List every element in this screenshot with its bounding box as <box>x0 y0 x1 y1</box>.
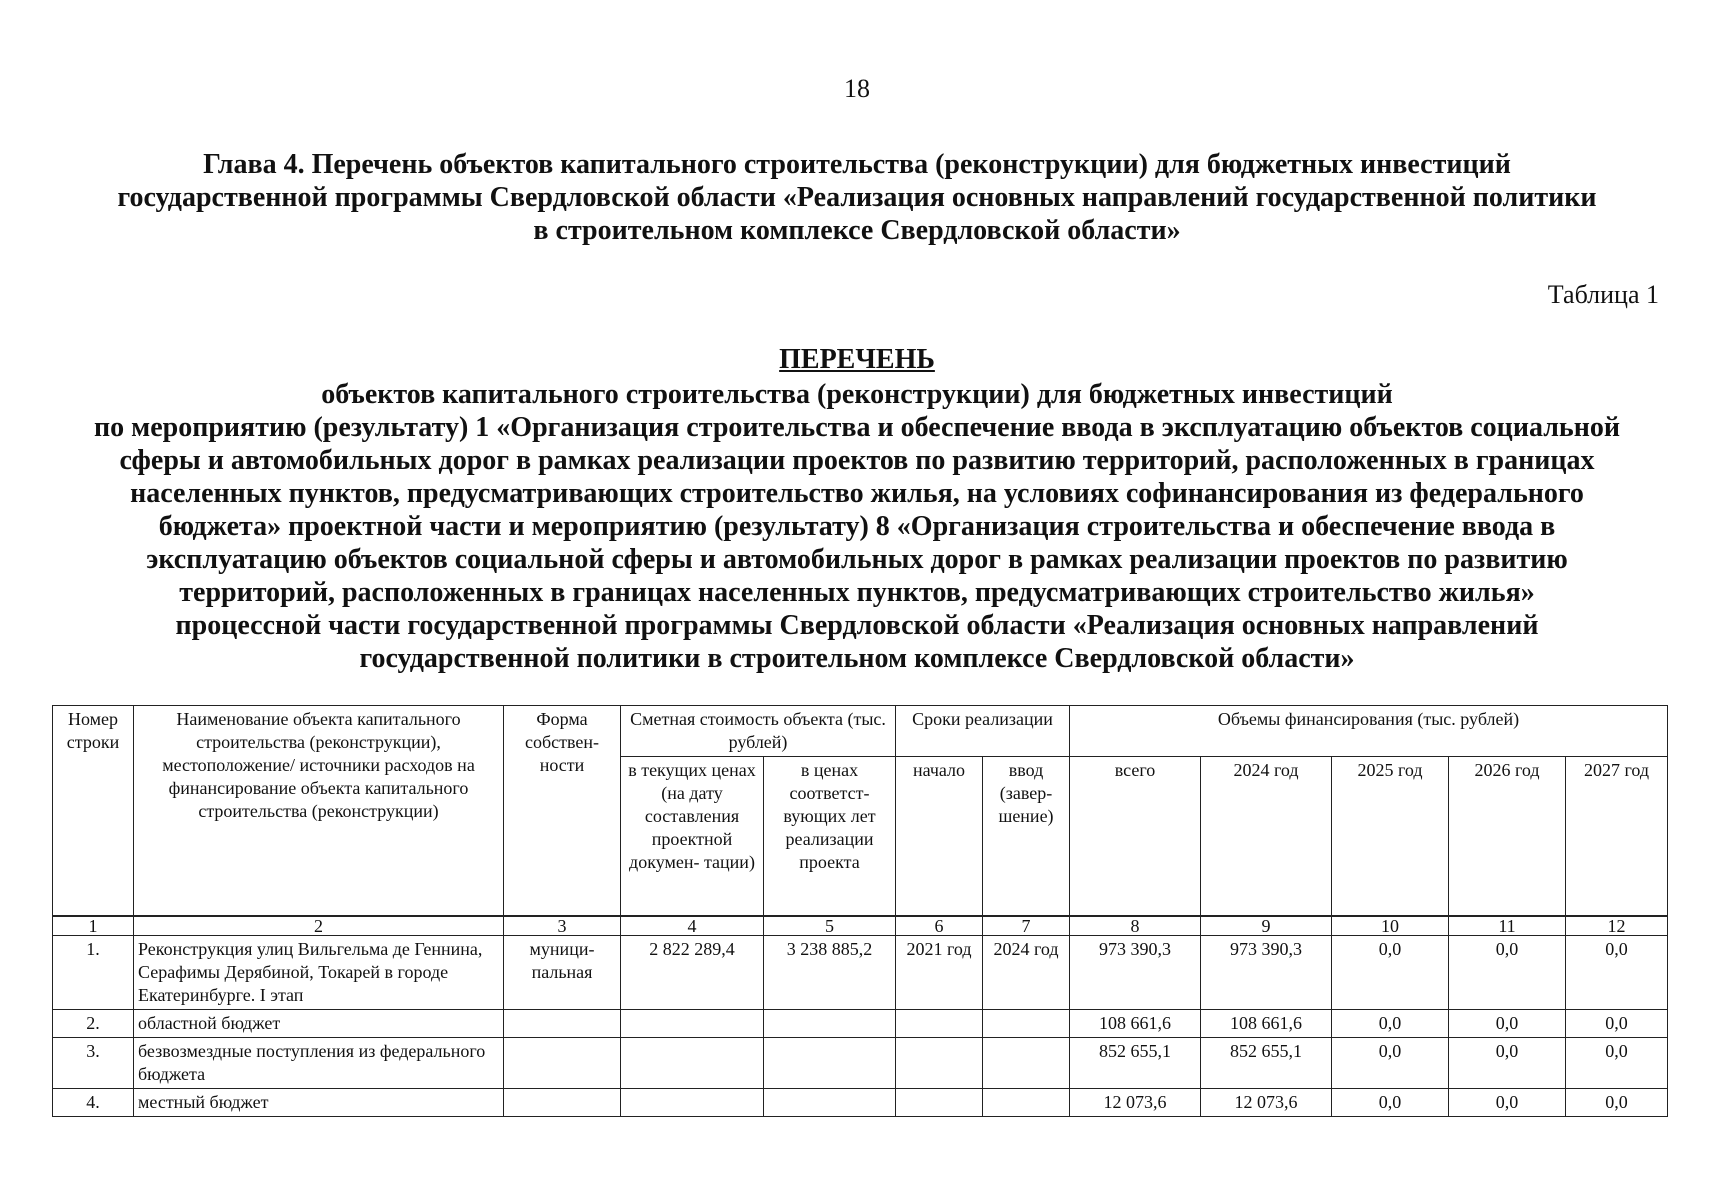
header-2025: 2025 год <box>1332 757 1449 917</box>
cell-2026: 0,0 <box>1449 1038 1566 1089</box>
header-cost-current: в текущих ценах (на дату составления проектной докумен- тации) <box>621 757 764 917</box>
list-subtitle-line: территорий, расположенных в границах населенных пунктов, предусматривающих строительство жилья» <box>179 577 1535 608</box>
cell-total: 973 390,3 <box>1070 936 1201 1010</box>
cell-2026: 0,0 <box>1449 1010 1566 1038</box>
cell-2025: 0,0 <box>1332 1089 1449 1117</box>
header-cost-years: в ценах соответст- вующих лет реализации проекта <box>764 757 896 917</box>
table-row <box>53 1089 1668 1117</box>
cell-ownership <box>504 1038 621 1089</box>
header-estimated-cost: Сметная стоимость объекта (тыс. рублей) <box>621 706 896 757</box>
cell-row-number: 1. <box>53 936 134 1010</box>
header-ownership: Форма собствен- ности <box>504 706 621 917</box>
cell-cost-years <box>764 1010 896 1038</box>
column-number: 9 <box>1201 916 1332 936</box>
cell-cost-current <box>621 1089 764 1117</box>
header-row-number: Номер строки <box>53 706 134 917</box>
table-label: Таблица 1 <box>1547 280 1659 309</box>
cell-cost-current <box>621 1038 764 1089</box>
cell-name: областной бюджет <box>134 1010 504 1038</box>
column-number: 8 <box>1070 916 1201 936</box>
cell-name: местный бюджет <box>134 1089 504 1117</box>
list-subtitle <box>60 378 1654 675</box>
cell-2024: 108 661,6 <box>1201 1010 1332 1038</box>
cell-total: 12 073,6 <box>1070 1089 1201 1117</box>
cell-2025: 0,0 <box>1332 1038 1449 1089</box>
chapter-heading-line: Глава 4. Перечень объектов капитального строительства (реконструкции) для бюджетных инвестиций <box>203 149 1511 180</box>
cell-cost-years <box>764 1089 896 1117</box>
column-number: 1 <box>53 916 134 936</box>
cell-2025: 0,0 <box>1332 936 1449 1010</box>
column-number: 3 <box>504 916 621 936</box>
cell-finish: 2024 год <box>983 936 1070 1010</box>
header-2027: 2027 год <box>1566 757 1668 917</box>
cell-start <box>896 1089 983 1117</box>
header-terms: Сроки реализации <box>896 706 1070 757</box>
column-number: 4 <box>621 916 764 936</box>
cell-ownership <box>504 1010 621 1038</box>
cell-total: 108 661,6 <box>1070 1010 1201 1038</box>
cell-finish <box>983 1089 1070 1117</box>
chapter-heading <box>60 148 1654 247</box>
table-body <box>52 915 1668 1117</box>
column-number: 5 <box>764 916 896 936</box>
cell-ownership: муници- пальная <box>504 936 621 1010</box>
column-number: 11 <box>1449 916 1566 936</box>
cell-row-number: 3. <box>53 1038 134 1089</box>
cell-ownership <box>504 1089 621 1117</box>
cell-start: 2021 год <box>896 936 983 1010</box>
table-row <box>53 1010 1668 1038</box>
list-subtitle-line: процессной части государственной программы Свердловской области «Реализация основных направлений <box>175 610 1539 641</box>
header-2024: 2024 год <box>1201 757 1332 917</box>
cell-2026: 0,0 <box>1449 1089 1566 1117</box>
cell-total: 852 655,1 <box>1070 1038 1201 1089</box>
column-number-row <box>53 916 1668 936</box>
cell-2024: 852 655,1 <box>1201 1038 1332 1089</box>
list-subtitle-line: эксплуатацию объектов социальной сферы и автомобильных дорог в рамках реализации проектов по развитию <box>146 544 1568 575</box>
cell-2024: 12 073,6 <box>1201 1089 1332 1117</box>
cell-name: безвозмездные поступления из федерального бюджета <box>134 1038 504 1089</box>
cell-2025: 0,0 <box>1332 1010 1449 1038</box>
header-funding: Объемы финансирования (тыс. рублей) <box>1070 706 1668 757</box>
list-subtitle-line: объектов капитального строительства (реконструкции) для бюджетных инвестиций <box>321 379 1393 410</box>
header-total: всего <box>1070 757 1201 917</box>
list-subtitle-line: бюджета» проектной части и мероприятию (результату) 8 «Организация строительства и обеспечение ввода в <box>158 511 1556 542</box>
column-number: 2 <box>134 916 504 936</box>
cell-row-number: 2. <box>53 1010 134 1038</box>
header-start: начало <box>896 757 983 917</box>
table-row <box>53 1038 1668 1089</box>
cell-finish <box>983 1010 1070 1038</box>
header-2026: 2026 год <box>1449 757 1566 917</box>
chapter-heading-line: государственной программы Свердловской области «Реализация основных направлений государственной политики <box>117 182 1597 213</box>
header-name: Наименование объекта капитального строительства (реконструкции), местоположение/ источники расходов на финансирование объекта капитального строительства (реконструкции) <box>134 706 504 917</box>
list-subtitle-line: государственной политики в строительном комплексе Свердловской области» <box>359 643 1355 674</box>
list-subtitle-line: сферы и автомобильных дорог в рамках реализации проектов по развитию территорий, расположенных в границах <box>119 445 1595 476</box>
list-title: ПЕРЕЧЕНЬ <box>779 344 935 375</box>
column-number: 6 <box>896 916 983 936</box>
page-number: 18 <box>844 74 870 103</box>
cell-cost-current: 2 822 289,4 <box>621 936 764 1010</box>
table-header <box>52 705 1668 917</box>
cell-start <box>896 1010 983 1038</box>
cell-start <box>896 1038 983 1089</box>
cell-2027: 0,0 <box>1566 936 1668 1010</box>
cell-2027: 0,0 <box>1566 1010 1668 1038</box>
list-subtitle-line: населенных пунктов, предусматривающих строительство жилья, на условиях софинансирования из федерального <box>130 478 1584 509</box>
cell-cost-current <box>621 1010 764 1038</box>
cell-row-number: 4. <box>53 1089 134 1117</box>
column-number: 10 <box>1332 916 1449 936</box>
list-subtitle-line: по мероприятию (результату) 1 «Организация строительства и обеспечение ввода в эксплуатацию объектов социальной <box>94 412 1620 443</box>
column-number: 12 <box>1566 916 1668 936</box>
cell-cost-years <box>764 1038 896 1089</box>
cell-2027: 0,0 <box>1566 1089 1668 1117</box>
cell-cost-years: 3 238 885,2 <box>764 936 896 1010</box>
table-row <box>53 936 1668 1010</box>
cell-2026: 0,0 <box>1449 936 1566 1010</box>
cell-2027: 0,0 <box>1566 1038 1668 1089</box>
chapter-heading-line: в строительном комплексе Свердловской области» <box>533 215 1181 246</box>
header-finish: ввод (завер- шение) <box>983 757 1070 917</box>
cell-name: Реконструкция улиц Вильгельма де Геннина, Серафимы Дерябиной, Токарей в городе Екатеринбурге. I этап <box>134 936 504 1010</box>
cell-finish <box>983 1038 1070 1089</box>
column-number: 7 <box>983 916 1070 936</box>
cell-2024: 973 390,3 <box>1201 936 1332 1010</box>
